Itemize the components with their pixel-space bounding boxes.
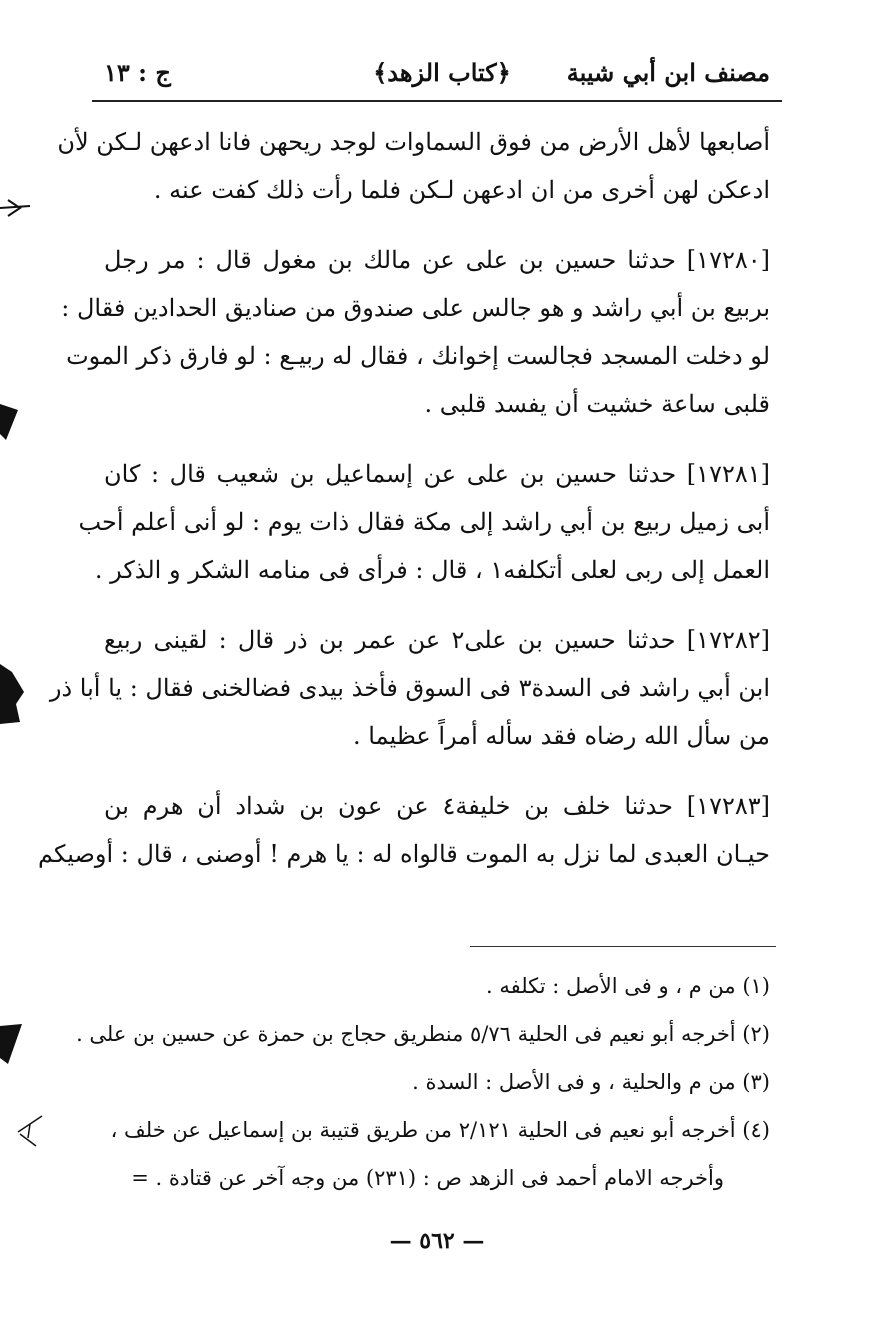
hadith-17281 xyxy=(78,450,770,594)
footnote-rule xyxy=(470,946,776,947)
text-line: لو دخلت المسجد فجالست إخوانك ، فقال له ربيـع : لو فارق ذكر الموت xyxy=(66,342,770,370)
book-title: مصنف ابن أبي شيبة xyxy=(566,58,770,87)
main-text xyxy=(38,118,770,900)
footnote-4: (٤) أخرجه أبو نعيم فى الحلية ٢/١٢١ من طريق قتيبة بن إسماعيل عن خلف ، xyxy=(110,1118,770,1142)
text-line: [١٧٢٨٣] حدثنا خلف بن خليفة٤ عن عون بن شداد أن هرم بن xyxy=(104,792,770,820)
text-line: [١٧٢٨٢] حدثنا حسين بن على٢ عن عمر بن ذر قال : لقينى ربيع xyxy=(104,626,770,654)
text-line: بربيع بن أبي راشد و هو جالس على صندوق من صناديق الحدادين فقال : xyxy=(61,294,770,322)
text-line: أبى زميل ربيع بن أبي راشد إلى مكة فقال ذات يوم : لو أنى أعلم أحب xyxy=(78,508,770,536)
footnotes xyxy=(76,962,770,1202)
text-line: [١٧٢٨١] حدثنا حسين بن على عن إسماعيل بن شعيب قال : كان xyxy=(104,460,770,488)
hadith-17282 xyxy=(49,616,770,760)
header-rule xyxy=(92,100,782,102)
hadith-17283 xyxy=(38,782,770,878)
text-line: العمل إلى ربى لعلى أتكلفه١ ، قال : فرأى فى منامه الشكر و الذكر . xyxy=(94,556,770,584)
margin-mark-icon xyxy=(0,404,20,440)
footnote-4-continued: وأخرجه الامام أحمد فى الزهد ص : (٢٣١) من وجه آخر عن قتادة . = xyxy=(131,1166,724,1190)
hadith-17280 xyxy=(61,236,770,428)
text-line: ادعكن لهن أخرى من ان ادعهن لـكن فلما رأت ذلك كفت عنه . xyxy=(153,176,770,204)
text-line: حيـان العبدى لما نزل به الموت قالواه له : يا هرم ! أوصنى ، قال : أوصيكم xyxy=(38,840,770,868)
page-number: — ٥٦٢ — xyxy=(389,1228,485,1254)
footnote-3: (٣) من م والحلية ، و فى الأصل : السدة . xyxy=(412,1070,770,1094)
margin-mark-icon xyxy=(16,1112,44,1148)
margin-mark-icon xyxy=(0,1024,24,1064)
running-header xyxy=(92,52,782,96)
text-line: من سأل الله رضاه فقد سأله أمراً عظيما . xyxy=(353,722,770,750)
text-line: [١٧٢٨٠] حدثنا حسين بن على عن مالك بن مغول قال : مر رجل xyxy=(104,246,770,274)
margin-mark-icon xyxy=(0,664,26,724)
volume-label: ج : ١٣ xyxy=(104,58,171,87)
paragraph-continuation xyxy=(57,118,770,214)
margin-mark-icon xyxy=(0,196,34,220)
text-line: قلبى ساعة خشيت أن يفسد قلبى . xyxy=(424,390,770,418)
text-line: ابن أبي راشد فى السدة٣ فى السوق فأخذ بيدى فضالخنى فقال : يا أبا ذر xyxy=(49,674,770,702)
chapter-title: ﴿كتاب الزهد﴾ xyxy=(373,58,511,87)
footnote-1: (١) من م ، و فى الأصل : تكلفه . xyxy=(485,974,770,998)
footnote-2: (٢) أخرجه أبو نعيم فى الحلية ٥/٧٦ منطريق حجاج بن حمزة عن حسين بن على . xyxy=(76,1022,770,1046)
text-line: أصابعها لأهل الأرض من فوق السماوات لوجد ريحهن فانا ادعهن لـكن لأن xyxy=(57,128,770,156)
